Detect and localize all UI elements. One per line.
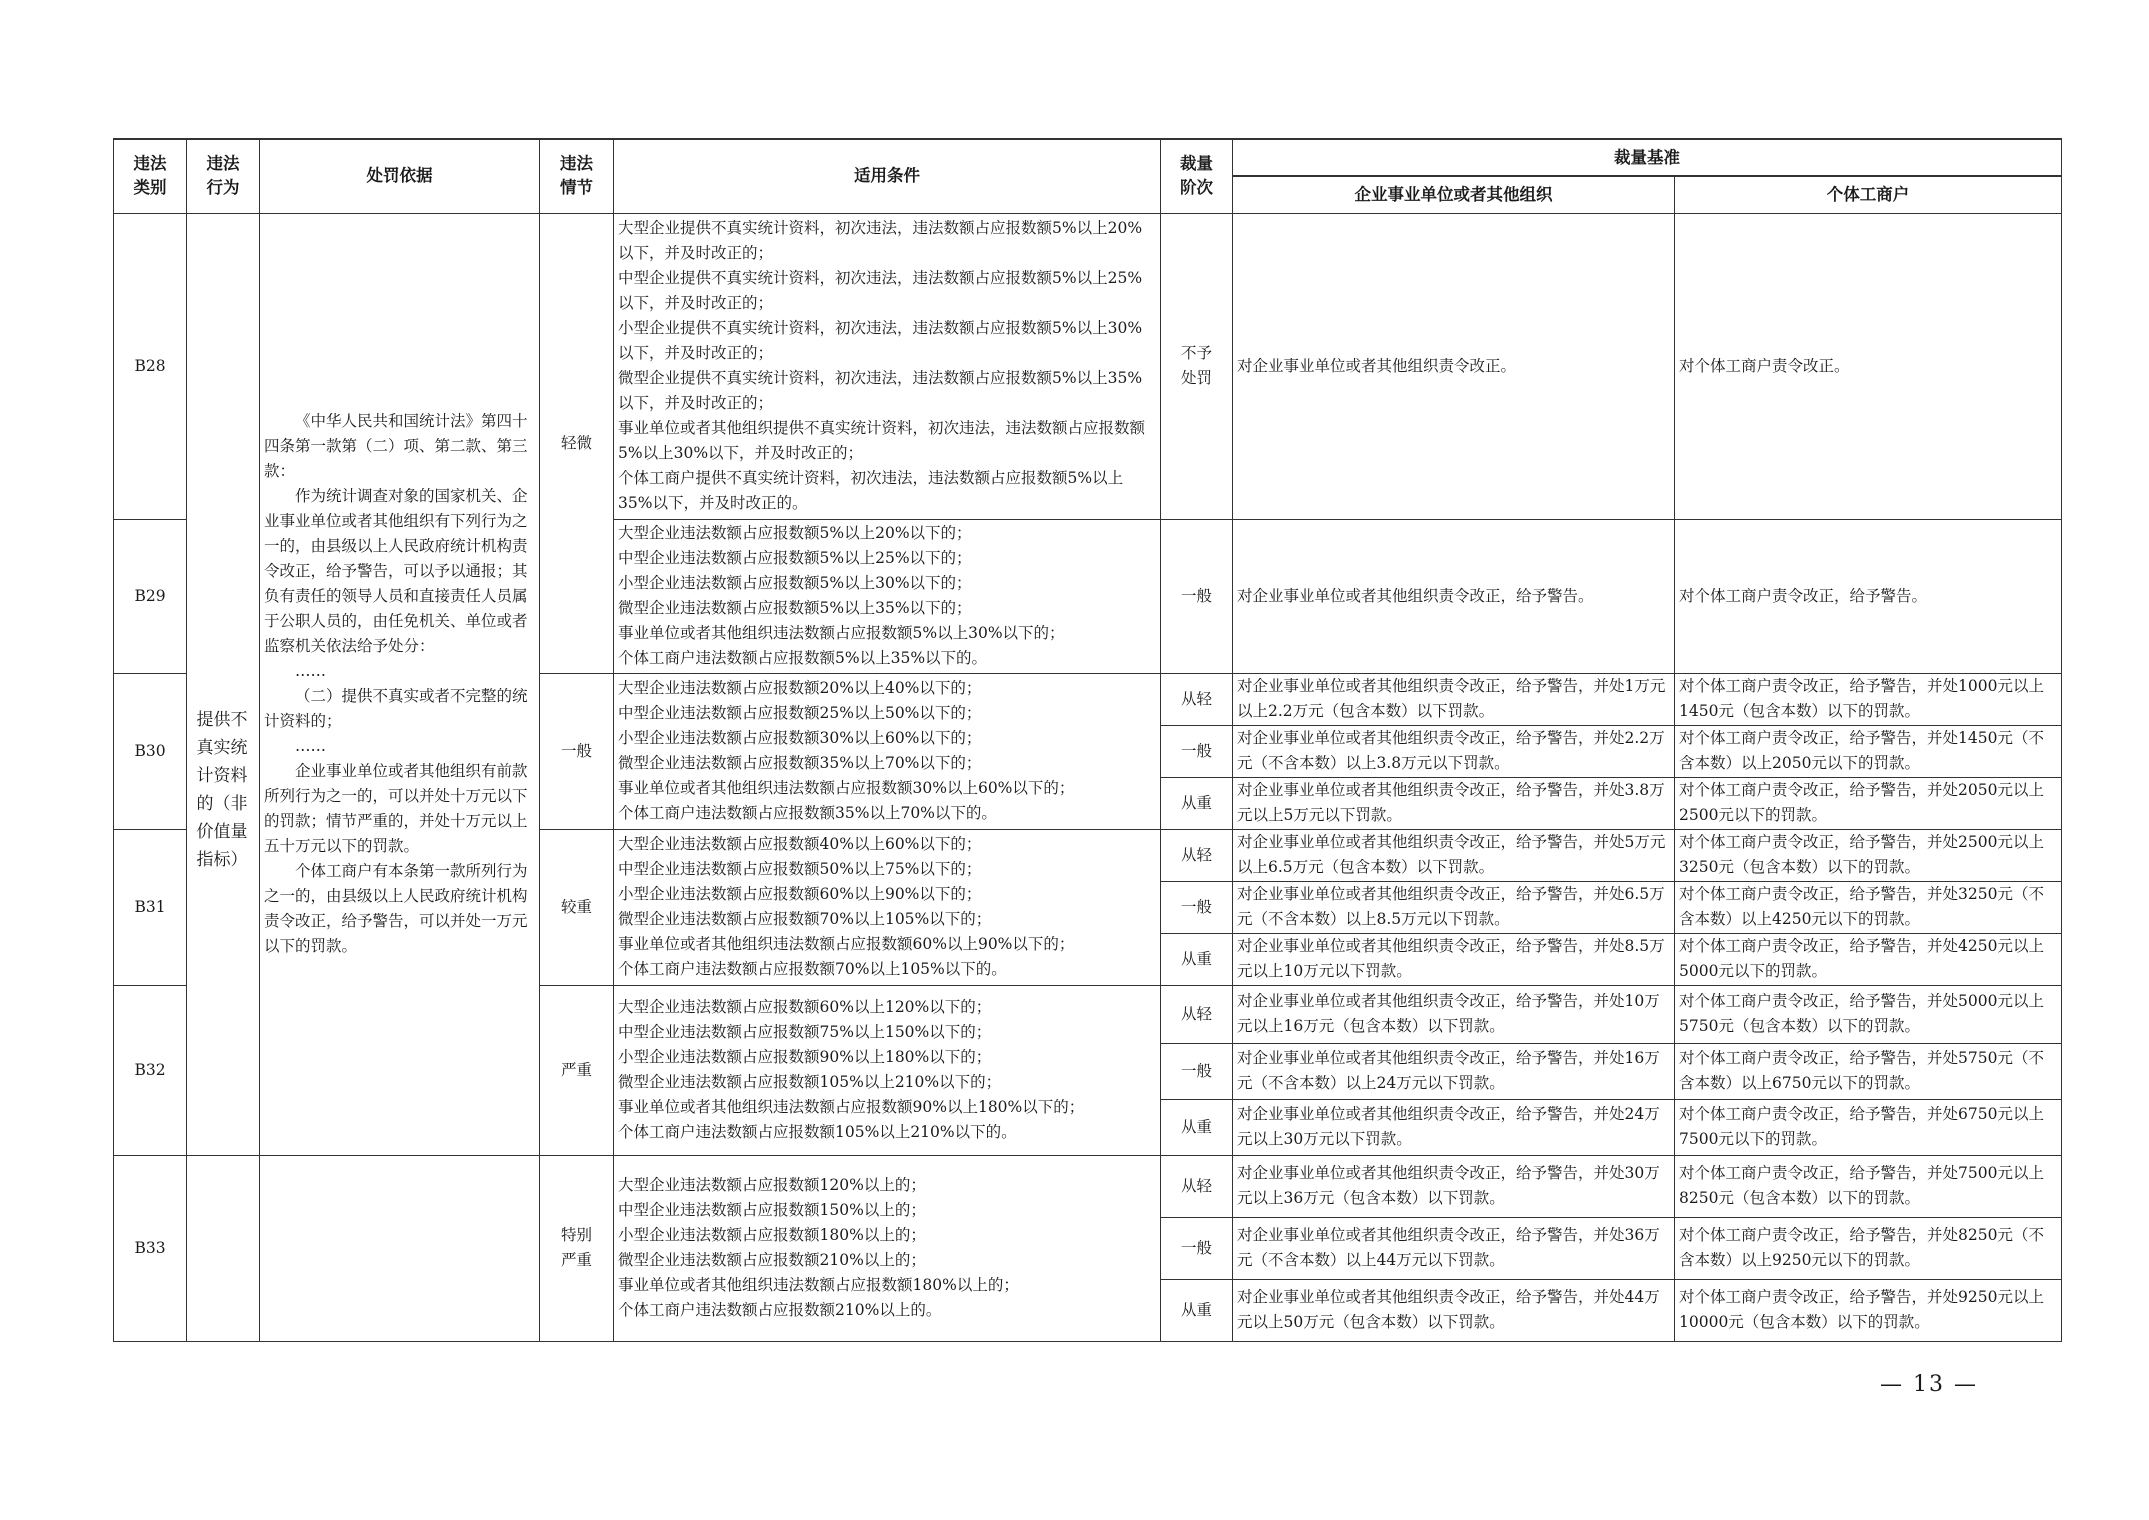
discretion-standards-table bbox=[113, 138, 2062, 1342]
condition-cell: 大型企业违法数额占应报数额60%以上120%以下的； 中型企业违法数额占应报数额75%以上150%以下的； 小型企业违法数额占应报数额90%以上180%以下的； 微型企业违法数额占应报数额105%以上210%以下的； 事业单位或者其他组织违法数额占应报数额90%以上180%以下的； 个体工商户违法数额占应报数额105%以上210%以下的。 bbox=[614, 985, 1161, 1155]
basis-cell bbox=[260, 213, 540, 1155]
enterprise-standard-cell: 对企业事业单位或者其他组织责令改正，给予警告。 bbox=[1233, 519, 1675, 673]
individual-standard-cell: 对个体工商户责令改正，给予警告，并处7500元以上8250元（包含本数）以下的罚款。 bbox=[1675, 1155, 2062, 1217]
level-cell: 从轻 bbox=[1161, 673, 1233, 725]
basis-paragraph: 个体工商户有本条第一款所列行为之一的，由县级以上人民政府统计机构责令改正，给予警告，可以并处一万元以下的罚款。 bbox=[264, 862, 528, 955]
individual-standard-cell: 对个体工商户责令改正，给予警告，并处8250元（不含本数）以上9250元以下的罚款。 bbox=[1675, 1217, 2062, 1279]
row-code: B33 bbox=[114, 1155, 187, 1341]
level-cell: 一般 bbox=[1161, 725, 1233, 777]
behavior-cell-continued bbox=[187, 1155, 260, 1341]
level-cell: 不予 处罚 bbox=[1161, 213, 1233, 519]
header-enterprise: 企业事业单位或者其他组织 bbox=[1233, 176, 1675, 213]
individual-standard-cell: 对个体工商户责令改正，给予警告，并处4250元以上5000元以下的罚款。 bbox=[1675, 933, 2062, 985]
row-code: B30 bbox=[114, 673, 187, 829]
enterprise-standard-cell: 对企业事业单位或者其他组织责令改正。 bbox=[1233, 213, 1675, 519]
individual-standard-cell: 对个体工商户责令改正，给予警告，并处9250元以上10000元（包含本数）以下的罚款。 bbox=[1675, 1279, 2062, 1341]
basis-paragraph: 作为统计调查对象的国家机关、企业事业单位或者其他组织有下列行为之一的，由县级以上人民政府统计机构责令改正，给予警告，可以予以通报；其负有责任的领导人员和直接责任人员属于公职人员的，由任免机关、单位或者监察机关依法给予处分： bbox=[264, 487, 528, 655]
behavior-label: 提供不真实统计资料的（非价值量指标） bbox=[196, 710, 248, 870]
table-row bbox=[114, 213, 2062, 519]
header-behavior: 违法 行为 bbox=[187, 139, 260, 213]
level-cell: 从轻 bbox=[1161, 1155, 1233, 1217]
circumstance-cell: 较重 bbox=[540, 829, 614, 985]
individual-standard-cell: 对个体工商户责令改正，给予警告，并处3250元（不含本数）以上4250元以下的罚款。 bbox=[1675, 881, 2062, 933]
level-cell: 一般 bbox=[1161, 1043, 1233, 1099]
enterprise-standard-cell: 对企业事业单位或者其他组织责令改正，给予警告，并处44万元以上50万元（包含本数）以下罚款。 bbox=[1233, 1279, 1675, 1341]
level-cell: 一般 bbox=[1161, 1217, 1233, 1279]
enterprise-standard-cell: 对企业事业单位或者其他组织责令改正，给予警告，并处16万元（不含本数）以上24万元以下罚款。 bbox=[1233, 1043, 1675, 1099]
enterprise-standard-cell: 对企业事业单位或者其他组织责令改正，给予警告，并处8.5万元以上10万元以下罚款。 bbox=[1233, 933, 1675, 985]
header-individual: 个体工商户 bbox=[1675, 176, 2062, 213]
circumstance-cell: 轻微 bbox=[540, 213, 614, 673]
individual-standard-cell: 对个体工商户责令改正，给予警告，并处1000元以上1450元（包含本数）以下的罚款。 bbox=[1675, 673, 2062, 725]
header-condition: 适用条件 bbox=[614, 139, 1161, 213]
enterprise-standard-cell: 对企业事业单位或者其他组织责令改正，给予警告，并处1万元以上2.2万元（包含本数）以下罚款。 bbox=[1233, 673, 1675, 725]
behavior-cell bbox=[187, 213, 260, 1155]
basis-paragraph: （二）提供不真实或者不完整的统计资料的； bbox=[264, 687, 528, 730]
circumstance-cell: 一般 bbox=[540, 673, 614, 829]
condition-cell: 大型企业违法数额占应报数额40%以上60%以下的； 中型企业违法数额占应报数额50%以上75%以下的； 小型企业违法数额占应报数额60%以上90%以下的； 微型企业违法数额占应报数额70%以上105%以下的； 事业单位或者其他组织违法数额占应报数额60%以上90%以下的； 个体工商户违法数额占应报数额70%以上105%以下的。 bbox=[614, 829, 1161, 985]
individual-standard-cell: 对个体工商户责令改正。 bbox=[1675, 213, 2062, 519]
individual-standard-cell: 对个体工商户责令改正，给予警告，并处1450元（不含本数）以上2050元以下的罚款。 bbox=[1675, 725, 2062, 777]
basis-paragraph: …… bbox=[295, 737, 326, 755]
basis-paragraph: 《中华人民共和国统计法》第四十四条第一款第（二）项、第二款、第三款： bbox=[264, 412, 528, 480]
header-circumstance: 违法 情节 bbox=[540, 139, 614, 213]
individual-standard-cell: 对个体工商户责令改正，给予警告，并处2050元以上2500元以下的罚款。 bbox=[1675, 777, 2062, 829]
level-cell: 从重 bbox=[1161, 777, 1233, 829]
basis-paragraph: …… bbox=[295, 662, 326, 680]
individual-standard-cell: 对个体工商户责令改正，给予警告。 bbox=[1675, 519, 2062, 673]
circumstance-cell: 严重 bbox=[540, 985, 614, 1155]
enterprise-standard-cell: 对企业事业单位或者其他组织责令改正，给予警告，并处2.2万元（不含本数）以上3.8万元以下罚款。 bbox=[1233, 725, 1675, 777]
individual-standard-cell: 对个体工商户责令改正，给予警告，并处5750元（不含本数）以上6750元以下的罚款。 bbox=[1675, 1043, 2062, 1099]
level-cell: 从重 bbox=[1161, 1099, 1233, 1155]
level-cell: 从轻 bbox=[1161, 829, 1233, 881]
header-category: 违法 类别 bbox=[114, 139, 187, 213]
individual-standard-cell: 对个体工商户责令改正，给予警告，并处2500元以上3250元（包含本数）以下的罚款。 bbox=[1675, 829, 2062, 881]
level-cell: 从轻 bbox=[1161, 985, 1233, 1043]
level-cell: 从重 bbox=[1161, 1279, 1233, 1341]
basis-paragraph: 企业事业单位或者其他组织有前款所列行为之一的，可以并处十万元以下的罚款；情节严重的，并处十万元以上五十万元以下的罚款。 bbox=[264, 762, 528, 855]
circumstance-cell: 特别 严重 bbox=[540, 1155, 614, 1341]
row-code: B31 bbox=[114, 829, 187, 985]
header-level: 裁量 阶次 bbox=[1161, 139, 1233, 213]
level-cell: 从重 bbox=[1161, 933, 1233, 985]
condition-cell: 大型企业违法数额占应报数额120%以上的； 中型企业违法数额占应报数额150%以上的； 小型企业违法数额占应报数额180%以上的； 微型企业违法数额占应报数额210%以上的； 事业单位或者其他组织违法数额占应报数额180%以上的； 个体工商户违法数额占应报数额210%以上的。 bbox=[614, 1155, 1161, 1341]
row-code: B32 bbox=[114, 985, 187, 1155]
condition-cell: 大型企业违法数额占应报数额5%以上20%以下的； 中型企业违法数额占应报数额5%以上25%以下的； 小型企业违法数额占应报数额5%以上30%以下的； 微型企业违法数额占应报数额5%以上35%以下的； 事业单位或者其他组织违法数额占应报数额5%以上30%以下的； 个体工商户违法数额占应报数额5%以上35%以下的。 bbox=[614, 519, 1161, 673]
enterprise-standard-cell: 对企业事业单位或者其他组织责令改正，给予警告，并处6.5万元（不含本数）以上8.5万元以下罚款。 bbox=[1233, 881, 1675, 933]
individual-standard-cell: 对个体工商户责令改正，给予警告，并处6750元以上7500元以下的罚款。 bbox=[1675, 1099, 2062, 1155]
condition-cell: 大型企业提供不真实统计资料，初次违法，违法数额占应报数额5%以上20%以下，并及时改正的； 中型企业提供不真实统计资料，初次违法，违法数额占应报数额5%以上25%以下，并及时改正的； 小型企业提供不真实统计资料，初次违法，违法数额占应报数额5%以上30%以下，并及时改正的； 微型企业提供不真实统计资料，初次违法，违法数额占应报数额5%以上35%以下，并及时改正的； 事业单位或者其他组织提供不真实统计资料，初次违法，违法数额占应报数额5%以上30%以下，并及时改正的； 个体工商户提供不真实统计资料，初次违法，违法数额占应报数额5%以上35%以下，并及时改正的。 bbox=[614, 213, 1161, 519]
enterprise-standard-cell: 对企业事业单位或者其他组织责令改正，给予警告，并处3.8万元以上5万元以下罚款。 bbox=[1233, 777, 1675, 829]
level-cell: 一般 bbox=[1161, 519, 1233, 673]
enterprise-standard-cell: 对企业事业单位或者其他组织责令改正，给予警告，并处36万元（不含本数）以上44万元以下罚款。 bbox=[1233, 1217, 1675, 1279]
individual-standard-cell: 对个体工商户责令改正，给予警告，并处5000元以上5750元（包含本数）以下的罚款。 bbox=[1675, 985, 2062, 1043]
row-code: B28 bbox=[114, 213, 187, 519]
table-row bbox=[114, 1155, 2062, 1217]
header-standard: 裁量基准 bbox=[1233, 139, 2062, 176]
page-number: — 13 — bbox=[1880, 1372, 1978, 1397]
basis-cell-continued bbox=[260, 1155, 540, 1341]
enterprise-standard-cell: 对企业事业单位或者其他组织责令改正，给予警告，并处10万元以上16万元（包含本数）以下罚款。 bbox=[1233, 985, 1675, 1043]
condition-cell: 大型企业违法数额占应报数额20%以上40%以下的； 中型企业违法数额占应报数额25%以上50%以下的； 小型企业违法数额占应报数额30%以上60%以下的； 微型企业违法数额占应报数额35%以上70%以下的； 事业单位或者其他组织违法数额占应报数额30%以上60%以下的； 个体工商户违法数额占应报数额35%以上70%以下的。 bbox=[614, 673, 1161, 829]
level-cell: 一般 bbox=[1161, 881, 1233, 933]
enterprise-standard-cell: 对企业事业单位或者其他组织责令改正，给予警告，并处30万元以上36万元（包含本数）以下罚款。 bbox=[1233, 1155, 1675, 1217]
enterprise-standard-cell: 对企业事业单位或者其他组织责令改正，给予警告，并处5万元以上6.5万元（包含本数）以下罚款。 bbox=[1233, 829, 1675, 881]
table-body bbox=[114, 213, 2062, 1341]
enterprise-standard-cell: 对企业事业单位或者其他组织责令改正，给予警告，并处24万元以上30万元以下罚款。 bbox=[1233, 1099, 1675, 1155]
header-basis: 处罚依据 bbox=[260, 139, 540, 213]
row-code: B29 bbox=[114, 519, 187, 673]
table-header bbox=[114, 139, 2062, 213]
